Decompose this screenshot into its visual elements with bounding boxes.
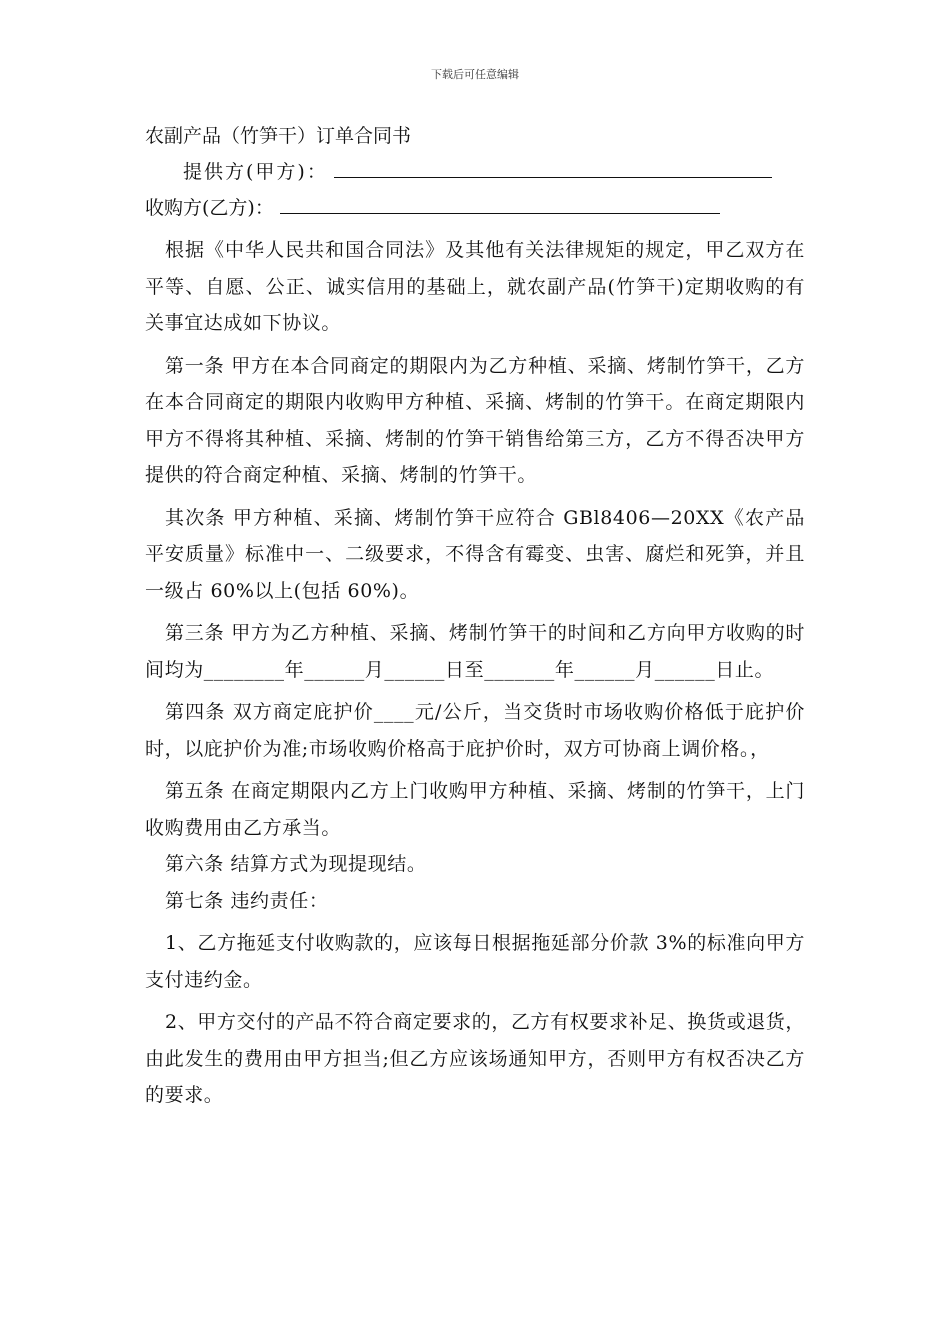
- paragraph-article-6: 第六条 结算方式为现提现结。: [165, 853, 427, 875]
- paragraph-article-3: 第三条 甲方为乙方种植、采摘、烤制竹笋干的时间和乙方向甲方收购的时间均为________年______月______日至_______年______月______日止。: [145, 622, 805, 681]
- paragraph-article-4: 第四条 双方商定庇护价____元/公斤，当交货时市场收购价格低于庇护价时，以庇护价为准;市场收购价格高于庇护价时，双方可协商上调价格。，: [145, 701, 805, 760]
- party-a-blank[interactable]: [334, 155, 772, 178]
- contract-document: [145, 118, 805, 1114]
- contract-title: 农副产品（竹笋干）订单合同书: [145, 125, 412, 147]
- paragraph-clause-2: 2、甲方交付的产品不符合商定要求的，乙方有权要求补足、换货或退货，由此发生的费用由甲方担当;但乙方应该场通知甲方，否则甲方有权否决乙方的要求。: [145, 1011, 805, 1106]
- paragraph-article-5: 第五条 在商定期限内乙方上门收购甲方种植、采摘、烤制的竹笋干，上门收购费用由乙方承当。: [145, 780, 805, 839]
- party-a-line: [145, 154, 805, 190]
- party-b-label: 收购方(乙方)：: [145, 197, 274, 219]
- paragraph-article-7: 第七条 违约责任：: [165, 889, 329, 912]
- paragraph-clause-1: 1、乙方拖延支付收购款的，应该每日根据拖延部分价款 3%的标准向甲方支付违约金。: [145, 932, 805, 991]
- party-b-line: [145, 190, 805, 226]
- paragraph-article-1: 第一条 甲方在本合同商定的期限内为乙方种植、采摘、烤制竹笋干，乙方在本合同商定的期限内收购甲方种植、采摘、烤制的竹笋干。在商定期限内甲方不得将其种植、采摘、烤制的竹笋干销售给第三方，乙方不得否决甲方提供的符合商定种植、采摘、烤制的竹笋干。: [145, 354, 805, 486]
- paragraph-article-2: 其次条 甲方种植、采摘、烤制竹笋干应符合 GBl8406—20XX《农产品平安质量》标准中一、二级要求，不得含有霉变、虫害、腐烂和死笋，并且一级占 60%以上(包括 60%)。: [145, 506, 805, 602]
- party-a-label: 提供方(甲方)：: [183, 161, 328, 183]
- paragraph-preamble: 根据《中华人民共和国合同法》及其他有关法律规矩的规定，甲乙双方在平等、自愿、公正、诚实信用的基础上，就农副产品(竹笋干)定期收购的有关事宜达成如下协议。: [145, 239, 805, 334]
- header-note: 下载后可任意编辑: [431, 68, 519, 81]
- party-b-blank[interactable]: [280, 191, 720, 214]
